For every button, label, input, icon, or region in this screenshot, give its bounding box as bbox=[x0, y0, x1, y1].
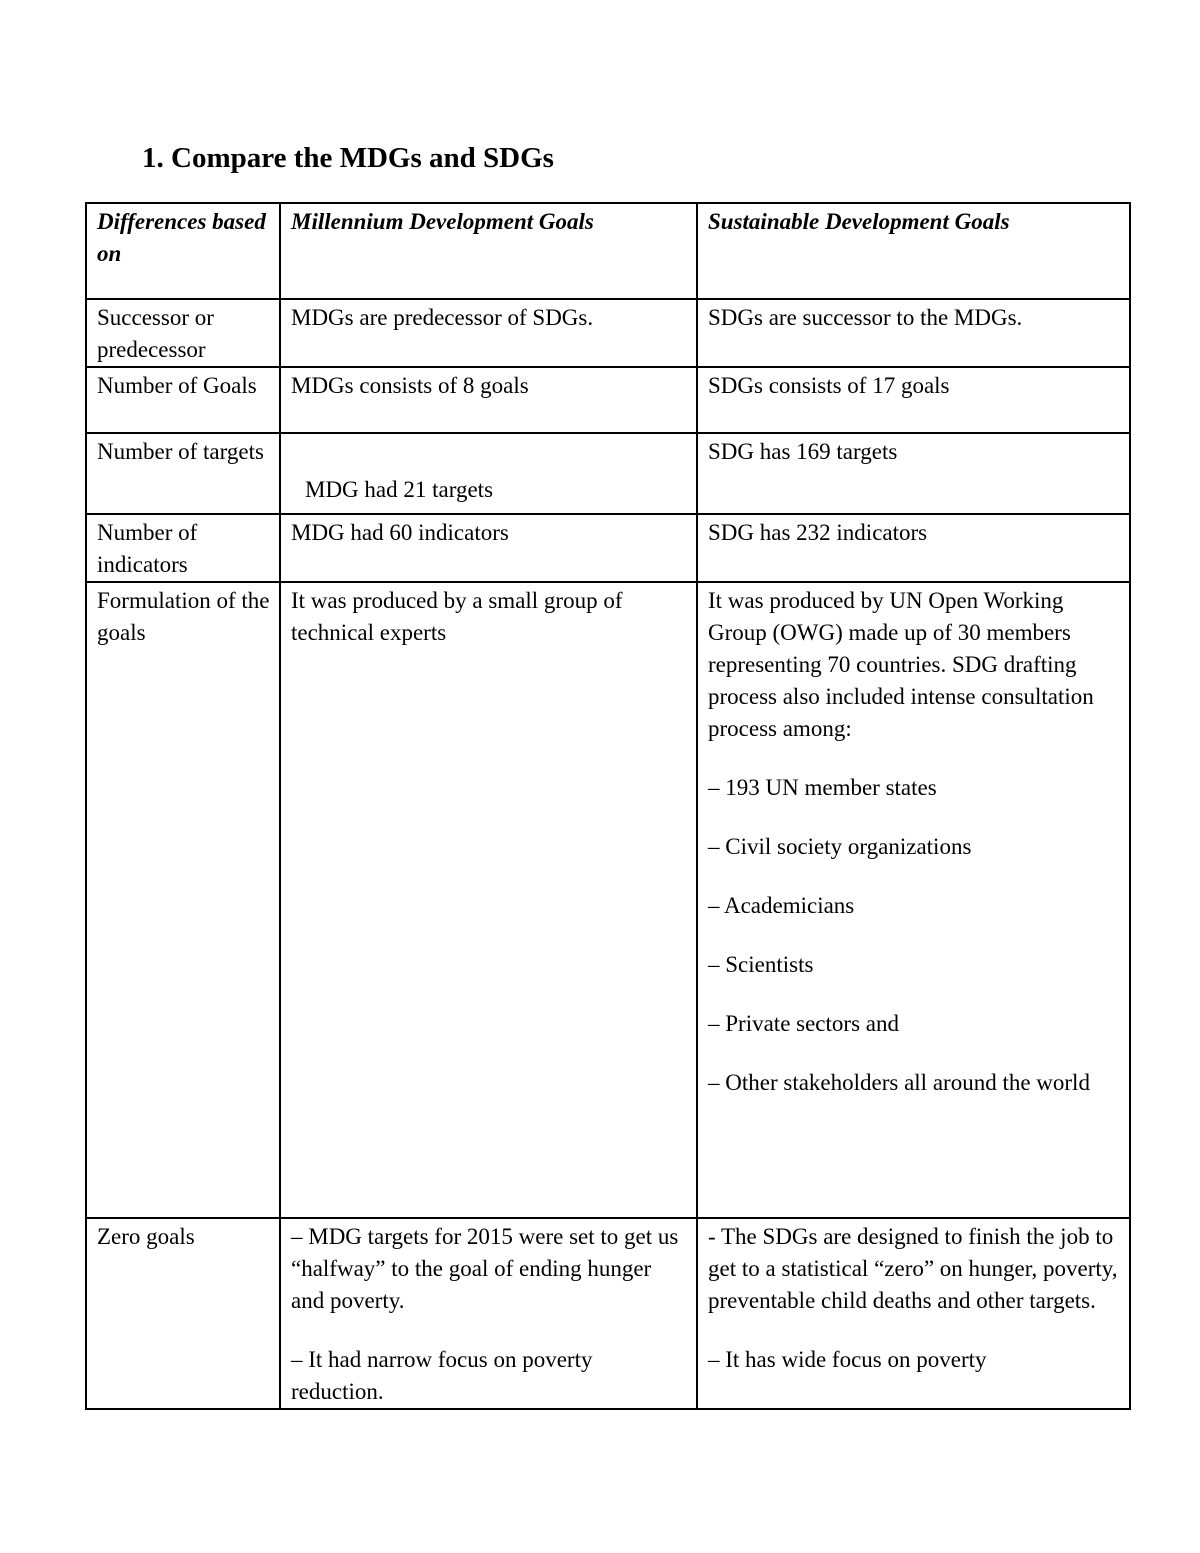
mdg-cell: It was produced by a small group of technical experts bbox=[280, 582, 697, 1218]
list-item: – Private sectors and bbox=[708, 1011, 899, 1036]
list-item: – Academicians bbox=[708, 893, 855, 918]
sdg-cell: SDGs consists of 17 goals bbox=[697, 367, 1130, 433]
header-criteria: Differences based on bbox=[86, 203, 280, 299]
table-row-targets bbox=[86, 433, 1130, 514]
table-row-successor bbox=[86, 299, 1130, 367]
mdg-cell: MDGs are predecessor of SDGs. bbox=[280, 299, 697, 367]
mdg-cell: MDGs consists of 8 goals bbox=[280, 367, 697, 433]
row-label: Formulation of the goals bbox=[86, 582, 280, 1218]
mdg-cell: MDG had 60 indicators bbox=[280, 514, 697, 582]
row-label: Number of indicators bbox=[86, 514, 280, 582]
list-item: – It has wide focus on poverty bbox=[708, 1347, 987, 1372]
list-item: – Other stakeholders all around the world bbox=[708, 1070, 1090, 1095]
page-title: 1. Compare the MDGs and SDGs bbox=[142, 142, 554, 174]
sdg-cell: SDG has 169 targets bbox=[697, 433, 1130, 514]
header-mdg: Millennium Development Goals bbox=[280, 203, 697, 299]
table-header-row bbox=[86, 203, 1130, 299]
sdg-cell bbox=[697, 1218, 1130, 1409]
table-row-zero-goals bbox=[86, 1218, 1130, 1409]
row-label: Successor or predecessor bbox=[86, 299, 280, 367]
sdg-cell: SDG has 232 indicators bbox=[697, 514, 1130, 582]
table-row-formulation bbox=[86, 582, 1130, 1218]
mdg-targets-text: MDG had 21 targets bbox=[305, 477, 494, 502]
list-item: – Civil society organizations bbox=[708, 834, 972, 859]
list-item: - The SDGs are designed to finish the job to get to a statistical “zero” on hunger, poverty, preventable child deaths and other targets. bbox=[708, 1224, 1118, 1313]
list-item: – 193 UN member states bbox=[708, 775, 937, 800]
row-label: Number of targets bbox=[86, 433, 280, 514]
mdg-cell bbox=[280, 1218, 697, 1409]
comparison-table bbox=[85, 202, 1131, 1410]
list-item: – MDG targets for 2015 were set to get us “halfway” to the goal of ending hunger and poverty. bbox=[291, 1224, 679, 1313]
sdg-cell bbox=[697, 582, 1130, 1218]
table-row-indicators bbox=[86, 514, 1130, 582]
mdg-cell bbox=[280, 433, 697, 514]
table-row-goals bbox=[86, 367, 1130, 433]
header-sdg: Sustainable Development Goals bbox=[697, 203, 1130, 299]
row-label: Zero goals bbox=[86, 1218, 280, 1409]
list-item: – Scientists bbox=[708, 952, 814, 977]
list-item: – It had narrow focus on poverty reduction. bbox=[291, 1347, 593, 1404]
sdg-formulation-intro: It was produced by UN Open Working Group (OWG) made up of 30 members representing 70 countries. SDG drafting process also included intense consultation process among: bbox=[708, 588, 1094, 741]
row-label: Number of Goals bbox=[86, 367, 280, 433]
sdg-cell: SDGs are successor to the MDGs. bbox=[697, 299, 1130, 367]
